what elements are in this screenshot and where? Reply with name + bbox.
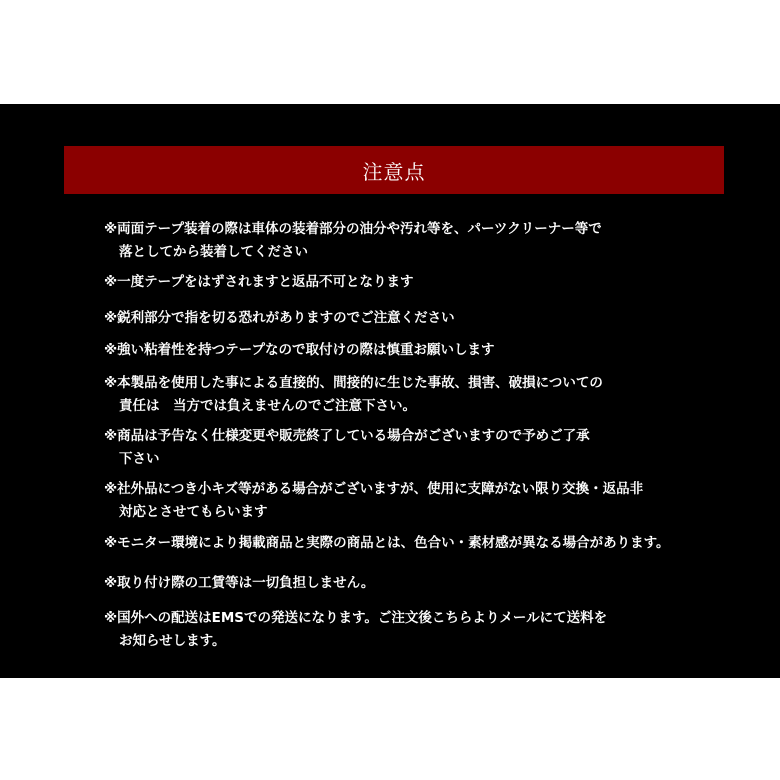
note-line: ※モニター環境により掲載商品と実際の商品とは、色合い・素材感が異なる場合があります。 xyxy=(104,535,670,551)
note-line-continued: 対応とさせてもらいます xyxy=(119,504,268,520)
note-line: ※本製品を使用した事による直接的、間接的に生じた事故、損害、破損についての xyxy=(104,375,603,391)
note-line-continued: お知らせします。 xyxy=(119,633,226,649)
note-line: ※鋭利部分で指を切る恐れがありますのでご注意ください xyxy=(104,310,455,326)
note-item xyxy=(104,307,455,330)
note-line: ※取り付け際の工賃等は一切負担しません。 xyxy=(104,575,375,591)
note-line-continued: 責任は 当方では負えませんのでご注意下さい。 xyxy=(119,398,416,414)
note-line: ※強い粘着性を持つテープなので取付けの際は慎重お願いします xyxy=(104,342,495,358)
note-line: ※商品は予告なく仕様変更や販売終了している場合がございますので予めご了承 xyxy=(104,428,590,444)
note-item xyxy=(104,532,670,555)
note-line: ※一度テープをはずされますと返品不可となります xyxy=(104,274,414,290)
note-line: ※両面テープ装着の際は車体の装着部分の油分や汚れ等を、パーツクリーナー等で xyxy=(104,221,602,237)
note-line-continued: 落としてから装着してください xyxy=(119,244,308,260)
note-item xyxy=(104,478,643,524)
note-line-continued: 下さい xyxy=(119,451,160,467)
note-item xyxy=(104,425,590,471)
note-item xyxy=(104,339,494,362)
header-bar xyxy=(64,146,724,194)
notice-panel xyxy=(0,104,780,678)
page-title: 注意点 xyxy=(362,159,426,184)
note-line: ※国外への配送はEMSでの発送になります。ご注文後こちらよりメールにて送料を xyxy=(104,610,608,626)
note-item xyxy=(104,607,607,653)
note-item xyxy=(104,218,602,264)
note-item xyxy=(104,372,603,418)
note-item xyxy=(104,572,374,595)
note-line: ※社外品につき小キズ等がある場合がございますが、使用に支障がない限り交換・返品非 xyxy=(104,481,644,497)
note-item xyxy=(104,271,413,294)
